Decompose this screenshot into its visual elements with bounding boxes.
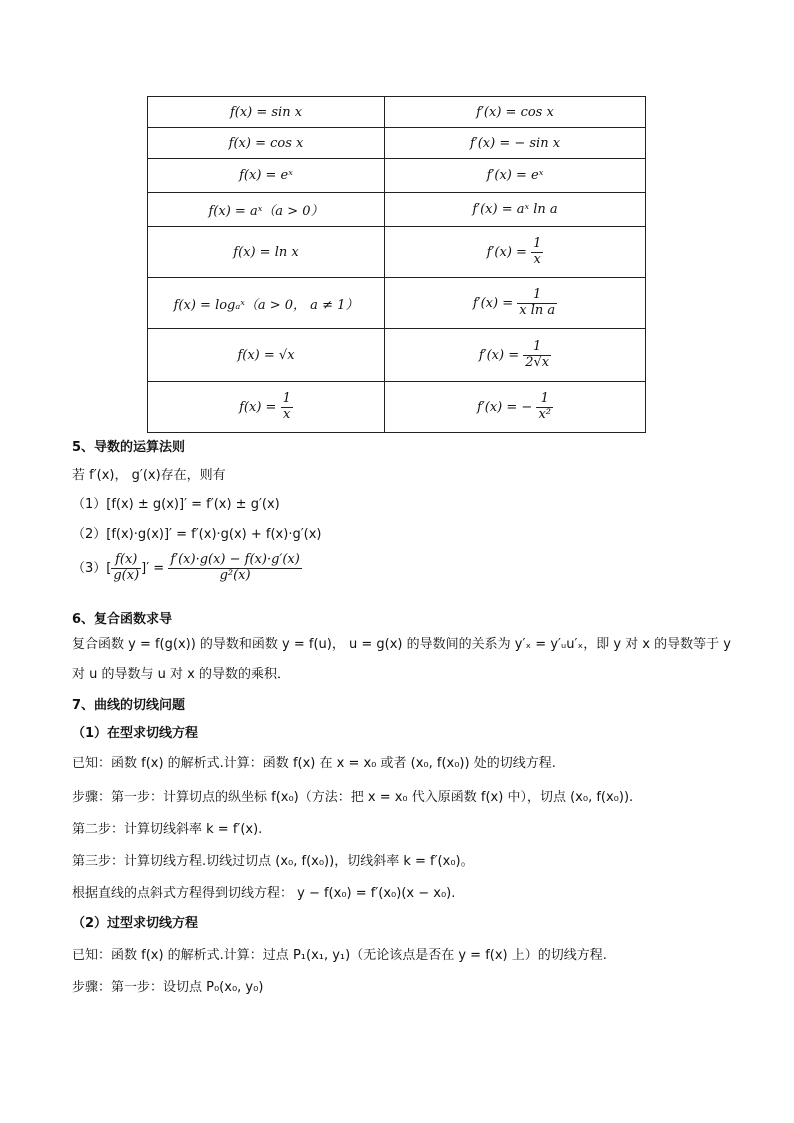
paragraph-line: 已知：函数 f(x) 的解析式.计算：过点 P₁(x₁, y₁)（无论该点是否在 y = f(x) 上）的切线方程. xyxy=(72,948,607,963)
fraction-denominator: g(x) xyxy=(113,567,140,583)
fraction-denominator: 2√x xyxy=(525,354,550,370)
table-row xyxy=(148,159,646,193)
fraction xyxy=(111,553,141,584)
derivative-prefix: f′(x) = xyxy=(472,295,518,311)
section-5-heading: 5、导数的运算法则 xyxy=(72,440,186,455)
paragraph-line: 步骤：第一步：计算切点的纵坐标 f(x₀)（方法：把 x = x₀ 代入原函数 f(x) 中），切点 (x₀, f(x₀)). xyxy=(72,790,634,805)
table-cell-derivative xyxy=(385,227,646,278)
table-cell-function: f(x) = sin x xyxy=(148,97,385,128)
fraction xyxy=(517,288,557,319)
rule-quotient xyxy=(72,553,732,584)
fraction-denominator: x ln a xyxy=(519,302,556,318)
table-cell-function: f(x) = ln x xyxy=(148,227,385,278)
paragraph-line: 根据直线的点斜式方程得到切线方程： y − f(x₀) = f′(x₀)(x − x₀). xyxy=(72,886,456,901)
table-row xyxy=(148,382,646,433)
fraction xyxy=(523,340,551,371)
fraction-denominator: x² xyxy=(538,406,551,422)
table-row xyxy=(148,97,646,128)
fraction-numerator: 1 xyxy=(517,288,557,304)
fraction xyxy=(281,392,293,423)
table-cell-derivative: f′(x) = eˣ xyxy=(385,159,646,193)
quotient-prefix: （3）[ xyxy=(72,560,112,576)
table-cell-function: f(x) = cos x xyxy=(148,128,385,159)
function-prefix: f(x) = xyxy=(239,399,281,415)
fraction-numerator: 1 xyxy=(282,390,291,406)
rule-product: （2）[f(x)·g(x)]′ = f′(x)·g(x) + f(x)·g′(x) xyxy=(72,527,322,542)
derivative-prefix: f′(x) = xyxy=(486,244,532,260)
rule-sum: （1）[f(x) ± g(x)]′ = f′(x) ± g′(x) xyxy=(72,497,280,512)
table-cell-derivative: f′(x) = aˣ ln a xyxy=(385,193,646,227)
quotient-mid: ]′ = xyxy=(141,560,169,576)
table-row xyxy=(148,329,646,382)
section-5-intro: 若 f′(x)， g′(x)存在，则有 xyxy=(72,468,226,483)
fraction-denominator: x xyxy=(533,251,541,267)
table-cell-derivative xyxy=(385,329,646,382)
derivative-prefix: f′(x) = − xyxy=(477,399,537,415)
table-row xyxy=(148,227,646,278)
table-row xyxy=(148,193,646,227)
table-cell-derivative xyxy=(385,278,646,329)
fraction xyxy=(536,392,553,423)
fraction-numerator: 1 xyxy=(523,340,551,356)
paragraph-line: 步骤：第一步：设切点 P₀(x₀, y₀) xyxy=(72,980,264,995)
fraction-numerator: 1 xyxy=(536,392,553,408)
paragraph-line: 第二步：计算切线斜率 k = f′(x). xyxy=(72,822,263,837)
fraction-denominator: x xyxy=(283,406,291,422)
fraction-numerator: f(x) xyxy=(111,553,141,569)
table-cell-derivative: f′(x) = − sin x xyxy=(385,128,646,159)
table-cell-derivative: f′(x) = cos x xyxy=(385,97,646,128)
derivative-prefix: f′(x) = xyxy=(478,347,524,363)
table-cell-function: f(x) = eˣ xyxy=(148,159,385,193)
section-6-heading: 6、复合函数求导 xyxy=(72,612,173,627)
table-row xyxy=(148,128,646,159)
table-row xyxy=(148,278,646,329)
subsection-heading: （2）过型求切线方程 xyxy=(72,916,199,931)
derivative-table xyxy=(147,96,646,433)
subsection-heading: （1）在型求切线方程 xyxy=(72,726,199,741)
fraction xyxy=(168,553,302,584)
fraction-numerator: f′(x)·g(x) − f(x)·g′(x) xyxy=(170,552,300,567)
table-cell-function: f(x) = aˣ（a > 0） xyxy=(148,193,385,227)
paragraph-line: 已知：函数 f(x) 的解析式.计算：函数 f(x) 在 x = x₀ 或者 (x₀, f(x₀)) 处的切线方程. xyxy=(72,756,556,771)
fraction xyxy=(531,237,543,268)
section-7-heading: 7、曲线的切线问题 xyxy=(72,698,186,713)
table-cell-function xyxy=(148,382,385,433)
table-cell-function: f(x) = logₐˣ（a > 0， a ≠ 1） xyxy=(148,278,385,329)
table-cell-derivative xyxy=(385,382,646,433)
paragraph-line: 第三步：计算切线方程.切线过切点 (x₀, f(x₀))，切线斜率 k = f′(x₀)。 xyxy=(72,854,474,869)
section-6-text: 复合函数 y = f(g(x)) 的导数和函数 y = f(u)， u = g(x) 的导数间的关系为 y′ₓ = y′ᵤu′ₓ，即 y 对 x 的导数等于 y 对 u 的导数与 u 对 x 的导数的乘积． xyxy=(72,637,731,682)
fraction-denominator: g²(x) xyxy=(219,567,251,583)
fraction-numerator: 1 xyxy=(533,235,542,251)
table-cell-function: f(x) = √x xyxy=(148,329,385,382)
